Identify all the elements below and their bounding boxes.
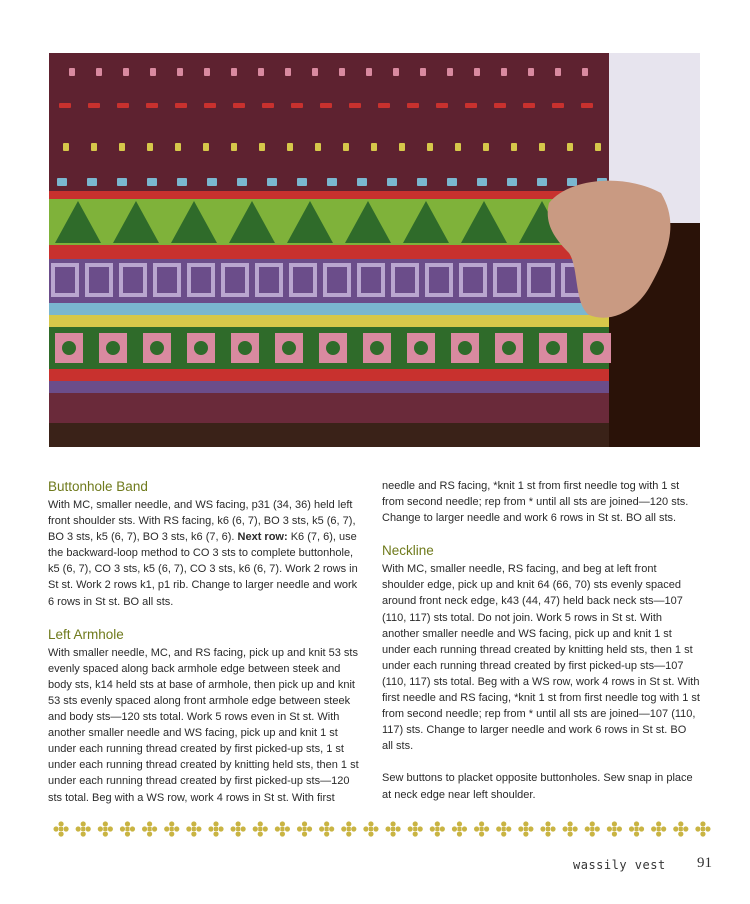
fleur-cross-ornament-icon <box>186 821 201 836</box>
motif-dot <box>237 178 247 186</box>
square-motif-center <box>62 341 76 355</box>
motif-dot <box>207 178 217 186</box>
motif-dot <box>567 143 573 151</box>
motif-dash <box>552 103 564 108</box>
motif-dash <box>407 103 419 108</box>
buttonhole-band-text-1: With MC, smaller needle, and WS facing, p31 (34, 36) held left front shoulder sts. With RS facing, k6 (6, 7), BO 3 sts, k5 (6, 7), BO 3 sts, k5 (6, 7), BO 3 sts, k6 (7, 6). <box>48 499 356 544</box>
page-number: 91 <box>697 855 712 871</box>
motif-dot <box>528 68 534 76</box>
motif-dot <box>393 68 399 76</box>
motif-dash <box>349 103 361 108</box>
motif-dot <box>315 143 321 151</box>
motif-dot <box>427 143 433 151</box>
motif-dot <box>231 143 237 151</box>
fleur-cross-ornament-icon <box>53 821 68 836</box>
motif-dot <box>287 143 293 151</box>
motif-dot <box>117 178 127 186</box>
motif-dash <box>262 103 274 108</box>
ornament-divider <box>50 820 714 838</box>
buttonhole-band-instructions <box>48 497 366 610</box>
motif-dot <box>123 68 129 76</box>
motif-dot <box>387 178 397 186</box>
square-motif-center <box>194 341 208 355</box>
band-blue <box>49 303 609 315</box>
motif-dot <box>285 68 291 76</box>
square-motif-center <box>458 341 472 355</box>
motif-dot <box>455 143 461 151</box>
square-motif-center <box>370 341 384 355</box>
motif-dash <box>59 103 71 108</box>
motif-dot <box>357 178 367 186</box>
motif-dot <box>555 68 561 76</box>
motif-dot <box>447 178 457 186</box>
knitted-fair-isle-vest-photo <box>49 53 700 447</box>
square-motif-center <box>326 341 340 355</box>
buttonhole-band-heading: Buttonhole Band <box>48 479 148 494</box>
fleur-cross-ornament-icon <box>651 821 666 836</box>
fleur-cross-ornament-icon <box>253 821 268 836</box>
motif-dot <box>147 143 153 151</box>
motif-dot <box>57 178 67 186</box>
square-motif-center <box>590 341 604 355</box>
motif-dash <box>204 103 216 108</box>
square-motif-center <box>414 341 428 355</box>
fleur-cross-ornament-icon <box>208 821 223 836</box>
fleur-cross-ornament-icon <box>607 821 622 836</box>
motif-dot <box>177 68 183 76</box>
fleur-cross-ornament-icon <box>98 821 113 836</box>
fleur-cross-ornament-icon <box>120 821 135 836</box>
motif-dash <box>233 103 245 108</box>
motif-dot <box>339 68 345 76</box>
motif-dot <box>477 178 487 186</box>
motif-dot <box>343 143 349 151</box>
fleur-cross-ornament-icon <box>231 821 246 836</box>
motif-dot <box>69 68 75 76</box>
left-text-column <box>48 478 366 822</box>
motif-dot <box>483 143 489 151</box>
fleur-cross-ornament-icon <box>76 821 91 836</box>
neckline-heading: Neckline <box>382 543 434 559</box>
motif-dot <box>119 143 125 151</box>
motif-dash <box>465 103 477 108</box>
motif-dash <box>175 103 187 108</box>
fleur-cross-ornament-icon <box>164 821 179 836</box>
footer-pattern-title: wassily vest <box>573 858 666 872</box>
motif-dot <box>175 143 181 151</box>
neckline-instructions: With MC, smaller needle, RS facing, and beg at left front shoulder edge, pick up and knit 64 (66, 70) sts evenly spaced around front neck edge, k43 (44, 47) held back neck sts—107 (110, 117) sts total. Do not join. Work 5 rows in St st. With another smaller needle and WS facing, pick up and knit 1 st under each running thread created by knitting held sts, then 1 st under each running thread created by first picked-up sts—107 (110, 117) sts total. Beg with a WS row, work 4 rows in St st. With first needle and RS facing, *knit 1 st from first needle tog with 1 st from second needle; rep from * until all sts are joined—107 (110, 117) sts. Change to larger needle and work 6 rows in St st. BO all sts. <box>382 563 700 753</box>
fleur-cross-ornament-icon <box>540 821 555 836</box>
band-red-middle <box>49 245 609 259</box>
motif-dot <box>501 68 507 76</box>
left-armhole-instructions: With smaller needle, MC, and RS facing, pick up and knit 53 sts evenly spaced along back armhole edge between steek and body sts, k14 held sts at base of armhole, then pick up and knit 53 sts evenly spaced along front armhole edge between steek and body sts—120 sts total. Work 5 rows even in St st. With another smaller needle and WS facing, pick up and knit 1 st under each running thread created by first picked-up sts, 1 st under each running thread created by knitting held sts, then 1 st under each running thread created by first picked-up sts—120 sts total. Beg with a WS row, work 4 rows in St st. With first <box>48 646 359 804</box>
fleur-cross-ornament-icon <box>385 821 400 836</box>
band-red-top <box>49 191 609 199</box>
motif-dot <box>582 68 588 76</box>
left-armhole-continuation: needle and RS facing, *knit 1 st from first needle tog with 1 st from second needle; rep from * until all sts are joined—120 sts. Change to larger needle and work 6 rows in St st. BO all sts. <box>382 480 689 525</box>
square-motif-center <box>150 341 164 355</box>
motif-dash <box>436 103 448 108</box>
fleur-cross-ornament-icon <box>673 821 688 836</box>
motif-dash <box>581 103 593 108</box>
motif-dot <box>417 178 427 186</box>
motif-dot <box>595 143 601 151</box>
trousers <box>49 423 609 447</box>
motif-dash <box>88 103 100 108</box>
square-motif-center <box>502 341 516 355</box>
motif-dot <box>312 68 318 76</box>
fleur-cross-ornament-icon <box>319 821 334 836</box>
motif-dot <box>177 178 187 186</box>
motif-dash <box>291 103 303 108</box>
motif-dot <box>420 68 426 76</box>
motif-dot <box>399 143 405 151</box>
motif-dash <box>378 103 390 108</box>
motif-dot <box>96 68 102 76</box>
motif-dot <box>259 143 265 151</box>
fleur-cross-ornament-icon <box>629 821 644 836</box>
motif-dot <box>327 178 337 186</box>
motif-dash <box>117 103 129 108</box>
knitted-vest-photo <box>49 53 700 447</box>
motif-dash <box>320 103 332 108</box>
motif-dot <box>91 143 97 151</box>
finishing-instructions: Sew buttons to placket opposite buttonholes. Sew snap in place at neck edge near left shoulder. <box>382 772 693 801</box>
motif-dot <box>150 68 156 76</box>
motif-dot <box>203 143 209 151</box>
motif-dot <box>297 178 307 186</box>
motif-dot <box>87 178 97 186</box>
fleur-cross-ornament-icon <box>408 821 423 836</box>
square-motif-center <box>106 341 120 355</box>
motif-dot <box>63 143 69 151</box>
band-yellow <box>49 315 609 327</box>
motif-dot <box>567 178 577 186</box>
right-text-column <box>382 478 700 819</box>
fleur-cross-ornament-icon <box>474 821 489 836</box>
left-armhole-heading: Left Armhole <box>48 626 124 642</box>
square-motif-center <box>282 341 296 355</box>
fleur-cross-ornament-icon <box>496 821 511 836</box>
buttonhole-band-text-2: K6 (7, 6), use the backward-loop method to CO 3 sts to complete buttonhole, k5 (6, 7), CO 3 sts, k5 (6, 7), CO 3 sts, k6 (6, 7). Work 2 rows in St st. Work 2 rows k1, p1 rib. Change to larger needle and work 6 rows in St st. BO all sts. <box>48 531 358 608</box>
motif-dot <box>474 68 480 76</box>
motif-dot <box>366 68 372 76</box>
fleur-cross-ornament-icon <box>695 821 710 836</box>
motif-dash <box>523 103 535 108</box>
fleur-cross-ornament-icon <box>363 821 378 836</box>
fleur-cross-ornament-icon <box>297 821 312 836</box>
motif-dot <box>447 68 453 76</box>
motif-dot <box>537 178 547 186</box>
next-row-label: Next row: <box>237 531 288 544</box>
ribbing <box>49 393 609 423</box>
fleur-cross-ornament-icon <box>430 821 445 836</box>
square-motif-center <box>238 341 252 355</box>
fleur-cross-ornament-icon <box>585 821 600 836</box>
fleur-cross-ornament-icon <box>452 821 467 836</box>
motif-dash <box>494 103 506 108</box>
motif-dot <box>258 68 264 76</box>
motif-dot <box>231 68 237 76</box>
fleur-cross-ornament-icon <box>563 821 578 836</box>
fleur-cross-ornament-icon <box>142 821 157 836</box>
motif-dot <box>267 178 277 186</box>
motif-dot <box>204 68 210 76</box>
motif-dot <box>147 178 157 186</box>
band-red-bottom <box>49 369 609 381</box>
motif-dot <box>507 178 517 186</box>
motif-dot <box>371 143 377 151</box>
fleur-cross-ornament-icon <box>518 821 533 836</box>
band-purple-bottom <box>49 381 609 393</box>
square-motif-center <box>546 341 560 355</box>
motif-dash <box>146 103 158 108</box>
fleur-cross-ornament-icon <box>341 821 356 836</box>
fleur-cross-ornament-icon <box>275 821 290 836</box>
motif-dot <box>511 143 517 151</box>
motif-dot <box>539 143 545 151</box>
